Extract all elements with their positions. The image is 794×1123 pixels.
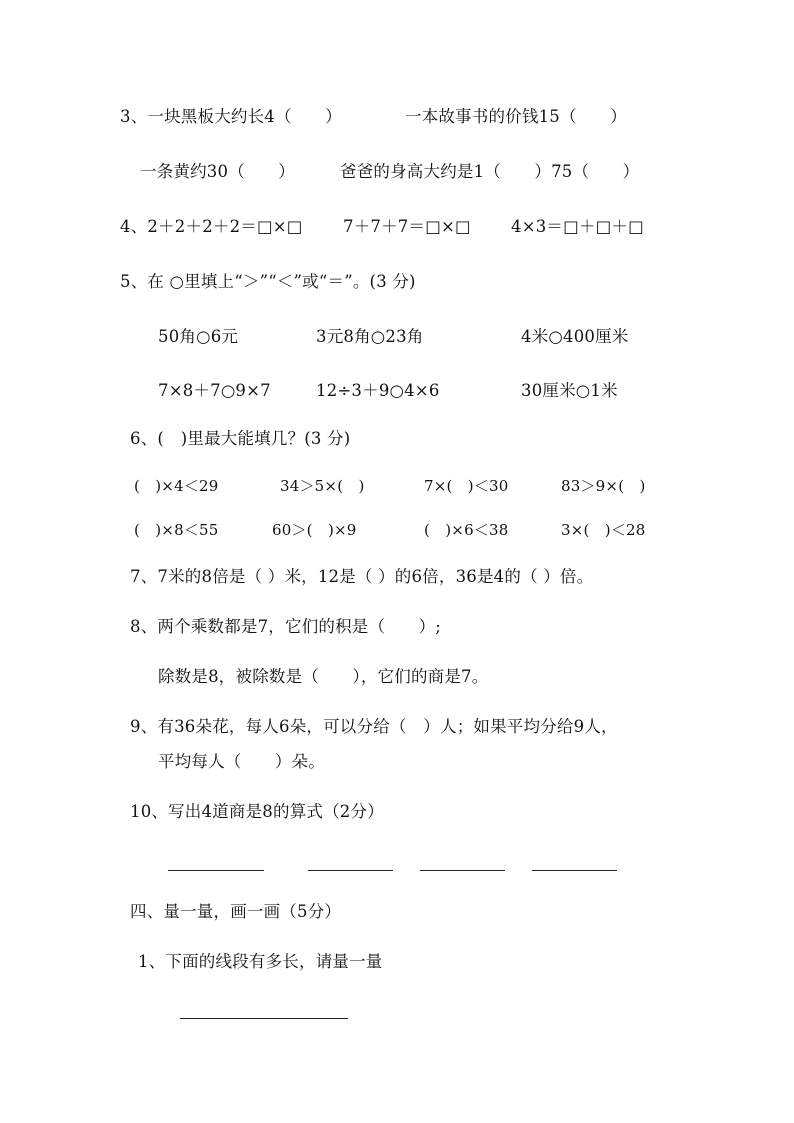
answer-blank-3[interactable] bbox=[420, 870, 505, 871]
q5-r2-c3: 30厘米○1米 bbox=[521, 381, 618, 400]
q8-line2: 除数是8，被除数是（ ），它们的商是7。 bbox=[158, 667, 489, 686]
answer-blank-2[interactable] bbox=[308, 870, 393, 871]
q9-line2: 平均每人（ ）朵。 bbox=[158, 752, 325, 771]
q7-text: 7、7米的8倍是（ ）米，12是（ ）的6倍，36是4的（ ）倍。 bbox=[130, 567, 594, 586]
q5-r1-c2: 3元8角○23角 bbox=[316, 327, 424, 346]
q3-line2-b: 爸爸的身高大约是1（ ）75（ ） bbox=[340, 162, 640, 181]
answer-blank-4[interactable] bbox=[532, 870, 617, 871]
q5-r1-c1: 50角○6元 bbox=[158, 327, 239, 346]
q3-line1-b: 一本故事书的价钱15（ ） bbox=[405, 107, 627, 126]
q6-r2-c3: ( )×6＜38 bbox=[424, 521, 509, 539]
q3-line2-a: 一条黄约30（ ） bbox=[140, 162, 295, 181]
q6-r1-c1: ( )×4＜29 bbox=[134, 477, 219, 495]
q6-r2-c4: 3×( )＜28 bbox=[561, 521, 646, 539]
q8-line1: 8、两个乘数都是7，它们的积是（ ）; bbox=[130, 617, 442, 636]
measure-line-segment bbox=[180, 1018, 348, 1019]
q4-expr-c: 4×3＝□＋□＋□ bbox=[511, 217, 644, 236]
q6-r1-c3: 7×( )＜30 bbox=[424, 477, 509, 495]
section4-title: 四、量一量，画一画（5分） bbox=[130, 902, 342, 921]
q10-title: 10、写出4道商是8的算式（2分） bbox=[130, 802, 384, 821]
q6-r2-c2: 60＞( )×9 bbox=[272, 521, 357, 539]
q6-r2-c1: ( )×8＜55 bbox=[134, 521, 219, 539]
q6-title: 6、( )里最大能填几？(3 分) bbox=[130, 429, 351, 448]
answer-blank-1[interactable] bbox=[168, 870, 264, 871]
q5-title: 5、在 ○里填上“＞”“＜”或“＝”。(3 分) bbox=[120, 272, 416, 291]
q5-r2-c1: 7×8＋7○9×7 bbox=[158, 381, 271, 400]
q6-r1-c4: 83＞9×( ) bbox=[561, 477, 646, 495]
q9-line1: 9、有36朵花，每人6朵，可以分给（ ）人；如果平均分给9人， bbox=[130, 717, 618, 736]
q3-line1-a: 3、一块黑板大约长4（ ） bbox=[120, 107, 342, 126]
q4-expr-b: 7＋7＋7＝□×□ bbox=[343, 217, 471, 236]
q4-expr-a: 4、2＋2＋2＋2＝□×□ bbox=[120, 217, 303, 236]
q6-r1-c2: 34＞5×( ) bbox=[280, 477, 365, 495]
section4-q1: 1、下面的线段有多长，请量一量 bbox=[138, 952, 383, 971]
q5-r1-c3: 4米○400厘米 bbox=[521, 327, 629, 346]
q5-r2-c2: 12÷3＋9○4×6 bbox=[316, 381, 440, 400]
